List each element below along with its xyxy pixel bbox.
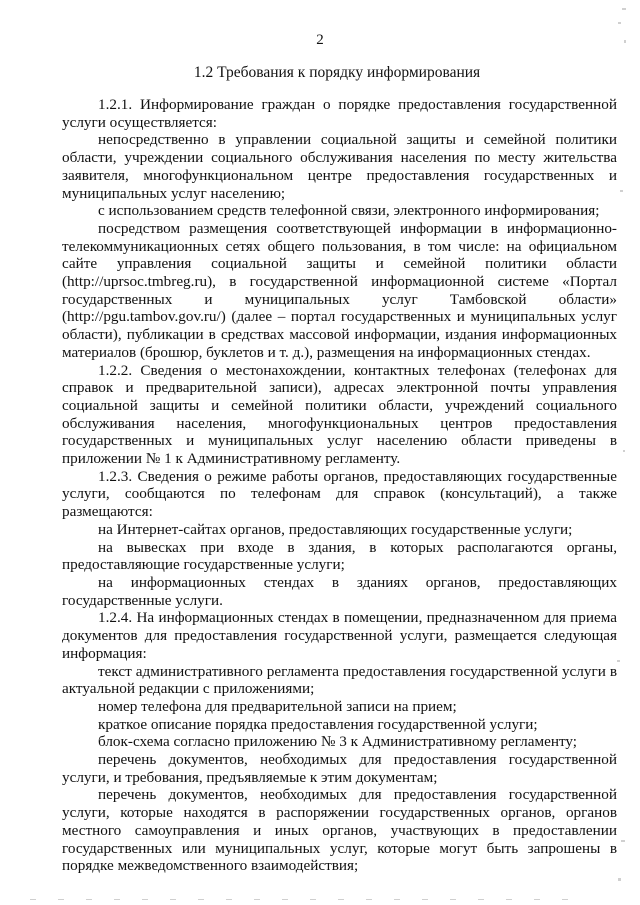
page-number: 2 (316, 32, 324, 48)
paragraph: краткое описание порядка предоставления государственной услуги; (98, 715, 538, 733)
paragraph: блок-схема согласно приложению № 3 к Административному регламенту; (98, 733, 578, 751)
paragraph: непосредственно в управлении социальной защиты и семейной политики области, учреждении социального обслуживания населения по месту жительства заявителя, многофункциональном центре предоставления государственных и муниципальных услуг населению; (62, 131, 617, 202)
document-body (62, 96, 617, 875)
paragraph: на информационных стендах в зданиях органов, предоставляющих государственные услуги. (62, 573, 617, 609)
paragraph: перечень документов, необходимых для предоставления государственной услуги, и требования, предъявляемые к этим документам; (62, 751, 617, 786)
paragraph: перечень документов, необходимых для предоставления государственной услуги, которые находятся в распоряжении государственных органов, органов местного самоуправления и иных органов, участвующих в предоставлении государственных или муниципальных услуг, которые могут быть запрошены в порядке межведомственного взаимодействия; (62, 786, 617, 875)
paragraph: посредством размещения соответствующей информации в информационно-телекоммуникационных сетях общего пользования, в том числе: на официальном сайте управления социальной защиты и семейной политики области (http://uprsoc.tmbreg.ru), в государственной информационной системе «Портал государственных и муниципальных услуг Тамбовской области» (http://pgu.tambov.gov.ru/) (далее – портал государственных и муниципальных услуг области), публикации в средствах массовой информации, издания информационных материалов (брошюр, буклетов и т. д.), размещения на информационных стендах. (62, 219, 617, 361)
paragraph: на Интернет-сайтах органов, предоставляющих государственные услуги; (98, 520, 573, 538)
paragraph: 1.2.4. На информационных стендах в помещении, предназначенном для приема документов для предоставления государственной услуги, размещается следующая информация: (62, 609, 617, 662)
paragraph: с использованием средств телефонной связи, электронного информирования; (98, 202, 600, 220)
paragraph: номер телефона для предварительной записи на прием; (98, 697, 457, 715)
paragraph: 1.2.1. Информирование граждан о порядке предоставления государственной услуги осуществляется: (62, 96, 617, 131)
paragraph: 1.2.2. Сведения о местонахождении, контактных телефонах (телефонах для справок и предварительной записи), адресах электронной почты управления социальной защиты и семейной политики области, учреждений социального обслуживания населения, многофункциональных центров предоставления государственных и муниципальных услуг населению области приведены в приложении № 1 к Административному регламенту. (62, 361, 617, 468)
paragraph: 1.2.3. Сведения о режиме работы органов, предоставляющих государственные услуги, сообщаются по телефонам для справок (консультаций), а также размещаются: (62, 467, 617, 521)
scan-bottom-artifact (30, 898, 590, 901)
section-title: 1.2 Требования к порядку информирования (193, 64, 481, 81)
paragraph: текст административного регламента предоставления государственной услуги в актуальной редакции с приложениями; (62, 662, 617, 698)
paragraph: на вывесках при входе в здания, в которых располагаются органы, предоставляющие государственные услуги; (62, 538, 617, 574)
